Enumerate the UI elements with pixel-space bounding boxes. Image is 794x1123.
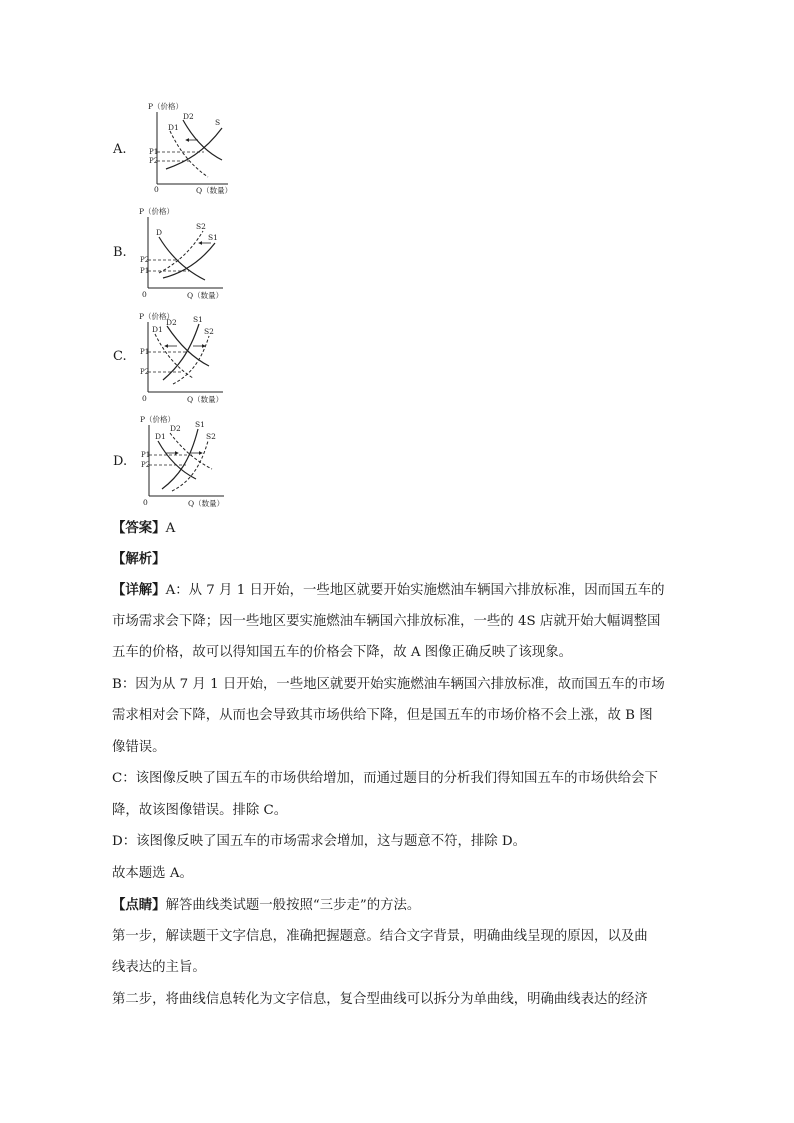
price-label-p2: P2 [140,256,150,264]
origin-label: 0 [142,290,147,299]
price-label-p2: P2 [140,368,150,376]
curve-label-d2: D2 [183,112,194,121]
analysis-heading: 【解析】 [112,551,166,567]
curve-label-s1: S1 [195,420,205,429]
answer-tag: 【答案】 [112,520,166,536]
curve-label-s2: S2 [196,222,206,231]
price-label-p1: P1 [140,348,150,356]
detail-line-2: 市场需求会下降；因一些地区要实施燃油车辆国六排放标准，一些的 4S 店就开始大幅调整国 [112,614,661,629]
supply-curve-s1 [163,243,215,278]
curve-label-s1: S1 [193,315,203,324]
graph-b [137,205,257,305]
curve-label-s2: S2 [204,327,214,336]
detail-line-3: 五车的价格，故可以得知国五车的价格会下降，故 A 图像正确反映了该现象。 [112,645,573,660]
supply-curve-s1 [162,429,198,489]
price-label-p2: P2 [141,461,151,469]
price-label-p1: P1 [149,148,159,156]
detail-line-6: 像错误。 [112,740,166,755]
price-label-p2: P2 [149,157,159,165]
detail-line-9: D：该图像反映了国五车的市场需求会增加，这与题意不符，排除 D。 [112,834,527,849]
curve-label-d1: D1 [155,432,166,441]
curve-label-d2: D2 [170,424,181,433]
curve-label-s: S [215,118,221,127]
demand-curve-d1 [158,441,196,479]
detail-line-8: 降，故该图像错误。排除 C。 [112,803,288,818]
detail-tag: 【详解】 [112,582,166,598]
tip-line-1 [112,895,692,916]
tip-line-2: 第一步，解读题干文字信息，准确把握题意。结合文字背景，明确曲线呈现的原因，以及曲 [112,929,648,944]
curve-label-d: D [156,228,163,237]
curve-label-d1: D1 [152,325,163,334]
x-axis-label: Q（数量） [188,499,225,508]
detail-line-5: 需求相对会下降，从而也会导致其市场供给下降，但是国五车的市场价格不会上涨，故 B 图 [112,708,653,723]
detail-line-4: B：因为从 7 月 1 日开始，一些地区就要开始实施燃油车辆国六排放标准，故而国五车的市场 [112,677,665,692]
option-label-d: D. [113,454,128,469]
tip-line-4: 第二步，将曲线信息转化为文字信息，复合型曲线可以拆分为单曲线，明确曲线表达的经济 [112,992,648,1007]
y-axis-label: P（价格） [139,312,175,321]
curve-label-d1: D1 [168,123,179,132]
curve-label-d2: D2 [166,318,177,327]
supply-curve-s [166,128,222,169]
curve-label-s1: S1 [208,233,218,242]
price-label-p1: P1 [141,451,151,459]
graph-c [137,310,257,410]
option-label-c: C. [113,349,127,364]
origin-label: 0 [154,185,159,194]
y-axis-label: P（价格） [140,415,176,424]
detail-line-1 [112,580,692,601]
curve-label-s2: S2 [206,432,216,441]
detail-text-1: A：从 7 月 1 日开始，一些地区就要开始实施燃油车辆国六排放标准，因而国五车的 [165,583,665,598]
graph-a [146,100,256,200]
graph-d [138,413,258,513]
price-label-p1: P1 [140,267,150,275]
answer-line [112,518,692,539]
answer-value: A [165,521,176,536]
tip-tag: 【点睛】 [112,897,166,913]
tip-text-1: 解答曲线类试题一般按照“三步走”的方法。 [165,898,421,913]
demand-curve-d [159,237,205,280]
x-axis-label: Q（数量） [187,395,224,404]
y-axis-label: P（价格） [139,207,175,216]
option-label-a: A. [113,142,127,157]
detail-line-7: C：该图像反映了国五车的市场供给增加，而通过题目的分析我们得知国五车的市场供给会下 [112,771,658,786]
demand-curve-d1 [155,334,193,378]
x-axis-label: Q（数量） [196,186,233,195]
demand-curve-d1 [170,131,208,177]
origin-label: 0 [142,394,147,403]
x-axis-label: Q（数量） [187,291,224,300]
y-axis-label: P（价格） [148,102,184,111]
detail-line-10: 故本题选 A。 [112,866,193,881]
tip-line-3: 线表达的主旨。 [112,960,206,975]
option-label-b: B. [113,245,127,260]
supply-curve-s2 [159,231,203,273]
origin-label: 0 [143,498,148,507]
